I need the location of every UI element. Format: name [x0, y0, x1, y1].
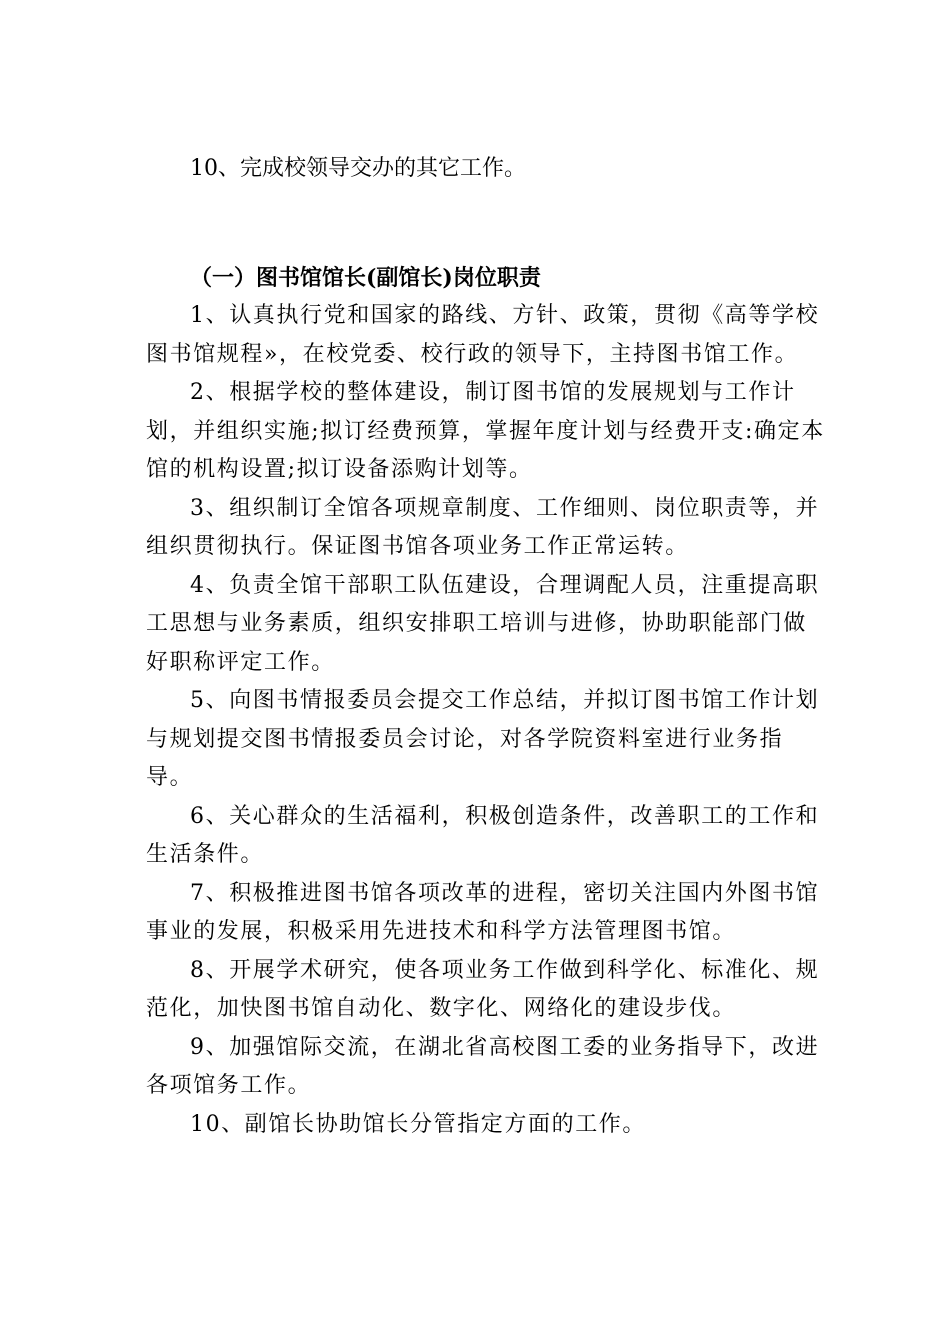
duty-item-5: 5、向图书情报委员会提交工作总结，并拟订图书馆工作计划与规划提交图书情报委员会讨论，对各学院资料室进行业务指导。 [146, 688, 820, 790]
duty-item-10: 10、副馆长协助馆长分管指定方面的工作。 [190, 1111, 646, 1137]
top-item: 10、完成校领导交办的其它工作。 [190, 156, 526, 181]
duty-item-6: 6、关心群众的生活福利，积极创造条件，改善职工的工作和生活条件。 [146, 803, 820, 867]
duty-item-1: 1、认真执行党和国家的路线、方针、政策，贯彻《高等学校图书馆规程»，在校党委、校行政的领导下，主持图书馆工作。 [146, 303, 820, 367]
duty-item-7: 7、积极推进图书馆各项改革的进程，密切关注国内外图书馆事业的发展，积极采用先进技术和科学方法管理图书馆。 [146, 880, 820, 944]
duty-item-8: 8、开展学术研究，使各项业务工作做到科学化、标准化、规范化，加快图书馆自动化、数字化、网络化的建设步伐。 [146, 957, 820, 1021]
duty-item-4: 4、负责全馆干部职工队伍建设，合理调配人员，注重提高职工思想与业务素质，组织安排职工培训与进修，协助职能部门做好职称评定工作。 [146, 572, 820, 675]
duty-item-9: 9、加强馆际交流，在湖北省高校图工委的业务指导下，改进各项馆务工作。 [146, 1034, 820, 1098]
duty-item-2: 2、根据学校的整体建设，制订图书馆的发展规划与工作计划，并组织实施;拟订经费预算，掌握年度计划与经费开支:确定本馆的机构设置;拟订设备添购计划等。 [146, 380, 825, 482]
duty-item-3: 3、组织制订全馆各项规章制度、工作细则、岗位职责等，并组织贯彻执行。保证图书馆各项业务工作正常运转。 [146, 495, 820, 559]
section-librarian-duties [146, 259, 826, 1144]
section-heading: （一）图书馆馆长(副馆长)岗位职责 [190, 265, 541, 291]
